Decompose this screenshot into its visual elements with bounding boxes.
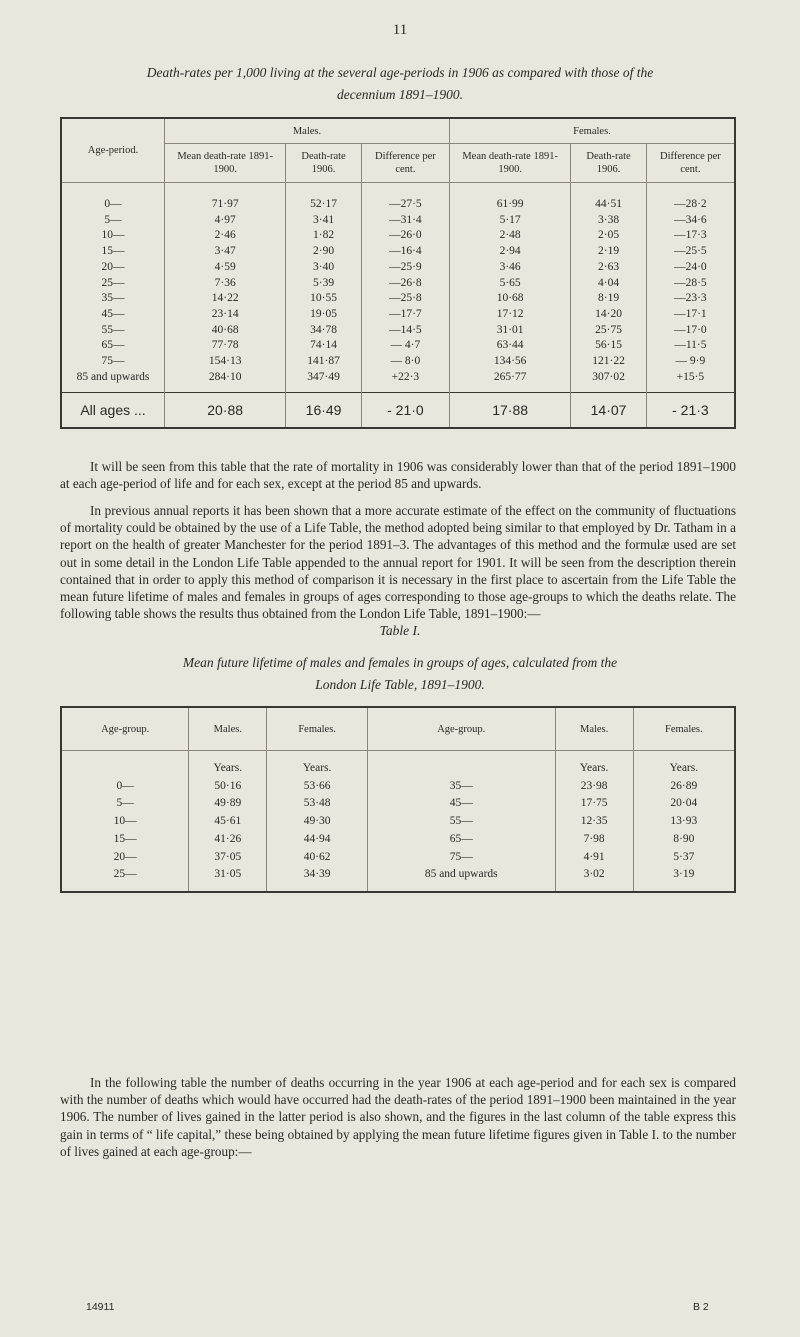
cell-males-years-right: 7·98 [555,831,633,849]
total-females-difference: - 21·3 [646,393,735,429]
total-males-mean-rate: 20·88 [165,393,286,429]
paragraph-mortality-lower: It will be seen from this table that the rate of mortality in 1906 was considerably lower than that of the period 1891–1900 at each age-period of life and for each sex, except at the period 85 and upwards. [60,459,736,492]
header-females-years-right: Females. [633,707,735,751]
header-age-group: Age-group. [61,707,189,751]
cell-males-mean-rate: 3·47 [165,244,286,260]
cell-females-years: 53·66 [267,778,368,796]
footer-signature-mark: B 2 [693,1301,709,1313]
cell-females-rate-1906: 25·75 [571,323,647,339]
cell-age-group: 20— [113,850,137,863]
mean-future-lifetime-table [60,706,736,893]
cell-females-years: 49·30 [267,813,368,831]
cell-females-rate-1906: 121·22 [571,354,647,370]
cell-males-rate-1906: 19·05 [286,307,362,323]
cell-females-mean-rate: 5·65 [449,276,570,292]
cell-females-years: 34·39 [267,866,368,892]
cell-females-mean-rate: 265·77 [449,370,570,393]
units-age-group-right [367,751,555,778]
cell-age-period: 55— [101,323,125,336]
cell-females-difference: —28·2 [646,183,735,213]
cell-females-years: 53·48 [267,795,368,813]
header-males-difference: Difference per cent. [361,144,449,183]
table2-caption-line2: London Life Table, 1891–1900. [315,677,485,692]
cell-males-rate-1906: 347·49 [286,370,362,393]
cell-age-period: 35— [101,292,125,305]
cell-males-rate-1906: 34·78 [286,323,362,339]
cell-females-difference: —25·5 [646,244,735,260]
cell-males-mean-rate: 14·22 [165,291,286,307]
table-row [61,276,735,292]
table-row [61,370,735,393]
header-females-difference: Difference per cent. [646,144,735,183]
cell-females-mean-rate: 5·17 [449,213,570,229]
table-row-total [61,393,735,429]
cell-males-years-right: 3·02 [555,866,633,892]
cell-females-difference: —17·0 [646,323,735,339]
total-females-mean-rate: 17·88 [449,393,570,429]
table1-caption-line1: Death-rates per 1,000 living at the several age-periods in 1906 as compared with those of the [146,65,654,80]
cell-females-rate-1906: 4·04 [571,276,647,292]
units-row [61,751,735,778]
cell-females-rate-1906: 8·19 [571,291,647,307]
cell-females-years-right: 3·19 [633,866,735,892]
cell-females-years-right: 20·04 [633,795,735,813]
cell-males-mean-rate: 71·97 [165,183,286,213]
cell-males-years: 31·05 [189,866,267,892]
cell-females-difference: —23·3 [646,291,735,307]
cell-age-group-right: 35— [367,778,555,796]
cell-females-difference: —11·5 [646,338,735,354]
table2-caption [70,652,730,696]
header-males: Males. [165,118,450,144]
cell-males-rate-1906: 5·39 [286,276,362,292]
table-row [61,213,735,229]
cell-males-difference: —25·8 [361,291,449,307]
cell-males-rate-1906: 3·41 [286,213,362,229]
cell-males-difference: —26·8 [361,276,449,292]
cell-males-rate-1906: 74·14 [286,338,362,354]
cell-age-group: 15— [113,832,137,845]
cell-females-difference: —17·1 [646,307,735,323]
header-females-years: Females. [267,707,368,751]
table-row [61,338,735,354]
units-females-years: Years. [267,751,368,778]
cell-males-difference: —14·5 [361,323,449,339]
cell-males-years-right: 4·91 [555,849,633,867]
paragraph-life-table-method: In previous annual reports it has been shown that a more accurate estimate of the effect on the community of fluctuations of mortality could be obtained by the use of a Life Table, the method adopted being similar to that employed by Dr. Tatham in a report on the health of greater Manchester for the period 1891–3. The advantages of this method and the formulæ used are set out in some detail in the London Life Table appended to the annual report for 1901. It will be seen from the description therein contained that in order to apply this method of comparison it is necessary in the first place to ascertain from the Life Table the mean future lifetime of males and females in groups of ages corresponding to those age-groups to which the deaths relate. The following table shows the results thus obtained from the London Life Table, 1891–1900:— [60,503,736,622]
cell-age-period: 85 and upwards [76,370,150,383]
page-number: 11 [392,22,408,38]
header-males-years-right: Males. [555,707,633,751]
cell-females-mean-rate: 2·94 [449,244,570,260]
cell-males-rate-1906: 2·90 [286,244,362,260]
death-rates-table [60,117,736,429]
cell-males-mean-rate: 284·10 [165,370,286,393]
cell-males-difference: — 8·0 [361,354,449,370]
table2-title: Table I. [379,623,421,638]
cell-females-rate-1906: 307·02 [571,370,647,393]
cell-males-years: 41·26 [189,831,267,849]
cell-females-mean-rate: 61·99 [449,183,570,213]
cell-females-mean-rate: 17·12 [449,307,570,323]
cell-females-years-right: 5·37 [633,849,735,867]
cell-females-rate-1906: 14·20 [571,307,647,323]
cell-males-mean-rate: 2·46 [165,228,286,244]
cell-females-rate-1906: 56·15 [571,338,647,354]
cell-age-group: 0— [116,779,134,792]
table-row [61,778,735,796]
cell-females-mean-rate: 134·56 [449,354,570,370]
cell-females-rate-1906: 2·63 [571,260,647,276]
cell-females-difference: — 9·9 [646,354,735,370]
cell-females-difference: —34·6 [646,213,735,229]
cell-females-mean-rate: 10·68 [449,291,570,307]
table-row [61,813,735,831]
table-row [61,307,735,323]
cell-age-group-right: 65— [367,831,555,849]
cell-age-period: 25— [101,276,125,289]
header-age-period: Age-period. [61,118,165,183]
cell-males-difference: +22·3 [361,370,449,393]
units-females-years-right: Years. [633,751,735,778]
cell-males-rate-1906: 141·87 [286,354,362,370]
cell-age-period: 20— [101,260,125,273]
cell-males-difference: —26·0 [361,228,449,244]
table-row [61,866,735,892]
cell-age-period: 10— [101,229,125,242]
cell-females-rate-1906: 3·38 [571,213,647,229]
table-row [61,831,735,849]
cell-age-period: 15— [101,245,125,258]
cell-age-group: 5— [116,797,134,810]
table-row [61,323,735,339]
header-males-rate-1906: Death-rate 1906. [286,144,362,183]
cell-females-mean-rate: 2·48 [449,228,570,244]
cell-females-years: 40·62 [267,849,368,867]
cell-age-period: 0— [104,198,122,210]
cell-males-years: 50·16 [189,778,267,796]
table-row [61,849,735,867]
cell-females-rate-1906: 44·51 [571,183,647,213]
cell-males-mean-rate: 7·36 [165,276,286,292]
table-row [61,244,735,260]
header-females-rate-1906: Death-rate 1906. [571,144,647,183]
cell-age-group-right: 45— [367,795,555,813]
cell-age-group: 10— [113,815,137,828]
table-row [61,795,735,813]
header-males-years: Males. [189,707,267,751]
total-males-difference: - 21·0 [361,393,449,429]
cell-females-years-right: 13·93 [633,813,735,831]
cell-females-years-right: 26·89 [633,778,735,796]
cell-females-mean-rate: 31·01 [449,323,570,339]
cell-age-group-right: 75— [367,849,555,867]
cell-females-difference: —24·0 [646,260,735,276]
table-row [61,260,735,276]
units-age-group [61,751,189,778]
cell-females-rate-1906: 2·19 [571,244,647,260]
cell-males-mean-rate: 4·97 [165,213,286,229]
total-males-rate-1906: 16·49 [286,393,362,429]
cell-males-years-right: 23·98 [555,778,633,796]
total-age-period: All ages ... [61,393,165,429]
cell-males-years-right: 17·75 [555,795,633,813]
cell-age-period: 65— [101,339,125,352]
cell-males-mean-rate: 40·68 [165,323,286,339]
table-row [61,354,735,370]
table1-caption-line2: decennium 1891–1900. [337,87,463,102]
cell-males-difference: —25·9 [361,260,449,276]
cell-age-group: 25— [113,868,137,881]
cell-age-period: 75— [101,355,125,368]
table2-caption-line1: Mean future lifetime of males and females in groups of ages, calculated from the [182,655,618,670]
cell-age-period: 45— [101,307,125,320]
cell-females-difference: —28·5 [646,276,735,292]
cell-males-difference: — 4·7 [361,338,449,354]
cell-males-years: 45·61 [189,813,267,831]
table-row [61,183,735,213]
header-females-mean-rate: Mean death-rate 1891-1900. [449,144,570,183]
footer-print-number: 14911 [86,1301,115,1313]
cell-males-difference: —17·7 [361,307,449,323]
units-males-years: Years. [189,751,267,778]
cell-males-rate-1906: 52·17 [286,183,362,213]
header-females: Females. [449,118,735,144]
cell-age-period: 5— [104,213,122,226]
cell-females-mean-rate: 3·46 [449,260,570,276]
table-row [61,291,735,307]
units-males-years-right: Years. [555,751,633,778]
paragraph-lives-gained: In the following table the number of deaths occurring in the year 1906 at each age-period and for each sex is compared with the number of deaths which would have occurred had the death-rates of the period 1891–1900 been maintained in the year 1906. The number of lives gained in the latter period is also shown, and the figures in the last column of the table express this gain in terms of “ life capital,” these being obtained by applying the mean future lifetime figures given in Table I. to the number of lives gained at each age-group:— [60,1075,736,1159]
table-row [61,228,735,244]
cell-males-rate-1906: 10·55 [286,291,362,307]
cell-males-mean-rate: 154·13 [165,354,286,370]
cell-males-mean-rate: 77·78 [165,338,286,354]
cell-males-rate-1906: 3·40 [286,260,362,276]
cell-males-years: 37·05 [189,849,267,867]
cell-males-mean-rate: 4·59 [165,260,286,276]
cell-males-mean-rate: 23·14 [165,307,286,323]
cell-males-difference: —31·4 [361,213,449,229]
cell-males-rate-1906: 1·82 [286,228,362,244]
cell-females-rate-1906: 2·05 [571,228,647,244]
cell-females-years-right: 8·90 [633,831,735,849]
cell-males-difference: —27·5 [361,183,449,213]
cell-males-years-right: 12·35 [555,813,633,831]
cell-males-years: 49·89 [189,795,267,813]
cell-age-group-right: 55— [367,813,555,831]
cell-males-difference: —16·4 [361,244,449,260]
cell-females-years: 44·94 [267,831,368,849]
cell-females-difference: —17·3 [646,228,735,244]
total-females-rate-1906: 14·07 [571,393,647,429]
header-males-mean-rate: Mean death-rate 1891-1900. [165,144,286,183]
cell-females-difference: +15·5 [646,370,735,393]
header-age-group-right: Age-group. [367,707,555,751]
cell-age-group-right: 85 and upwards [367,866,555,892]
table1-caption [70,62,730,106]
cell-females-mean-rate: 63·44 [449,338,570,354]
